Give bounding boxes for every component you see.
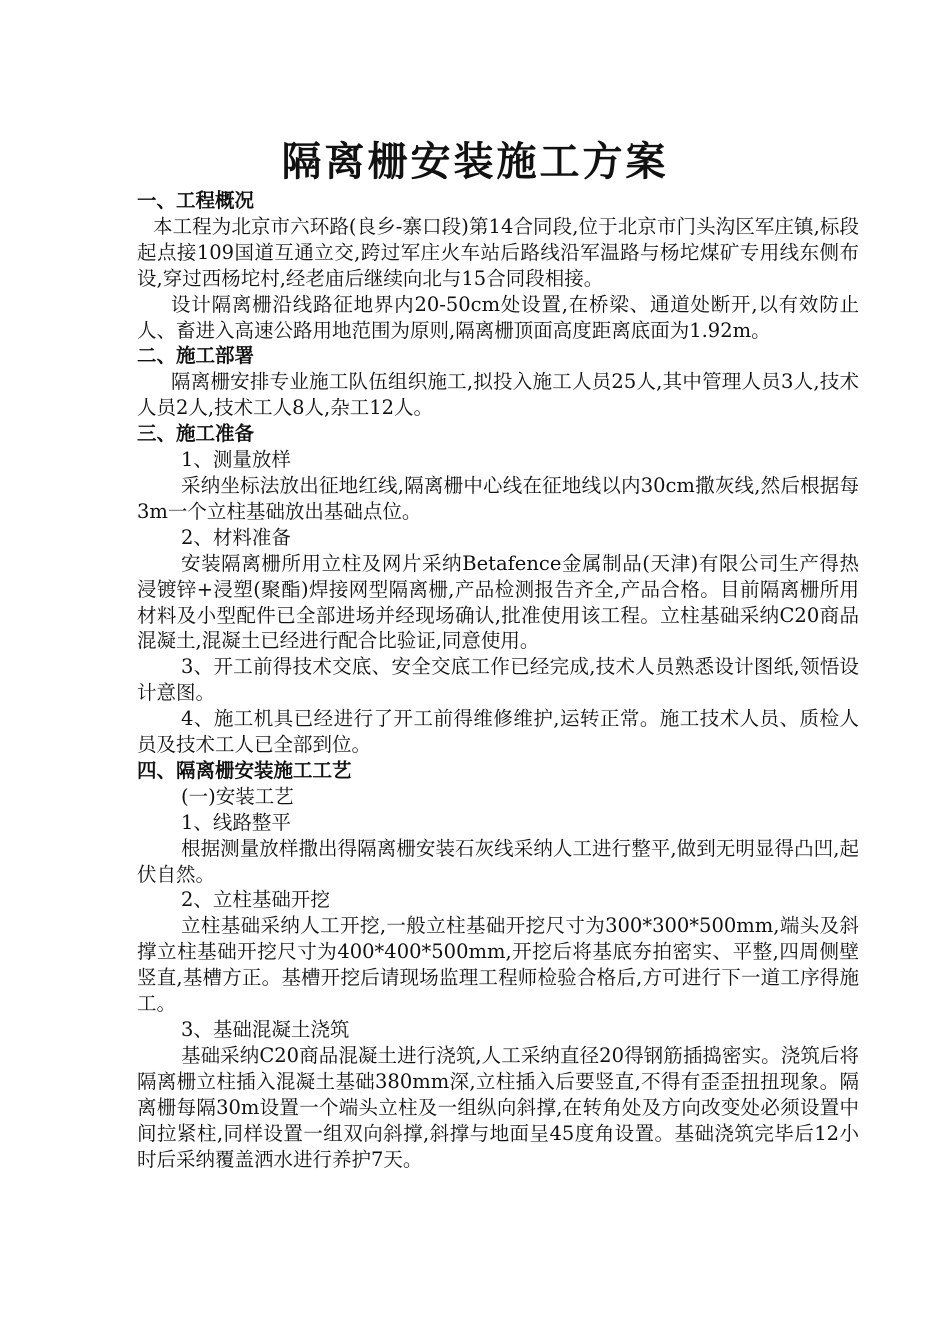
body-paragraph: 1、测量放样 [181, 448, 291, 472]
body-paragraph: 2、立柱基础开挖 [181, 888, 330, 912]
body-paragraph: 3、基础混凝土浇筑 [181, 1018, 350, 1041]
body-paragraph: 采纳坐标法放出征地红线,隔离栅中心线在征地线以内30cm撒灰线,然后根据每3m一个立柱基础放出基础点位。 [137, 473, 859, 523]
body-paragraph: 安装隔离栅所用立柱及网片采纳Betafence金属制品(天津)有限公司生产得热浸镀锌+浸塑(聚酯)焊接网型隔离栅,产品检测报告齐全,产品合格。目前隔离栅所用材料及小型配件已全部进场并经现场确认,批准使用该工程。立柱基础采纳C20商品混凝土,混凝土已经进行配合比验证,同意使用。 [137, 551, 859, 653]
body-paragraph: 设计隔离栅沿线路征地界内20-50cm处设置,在桥梁、通道处断开,以有效防止人、畜进入高速公路用地范围为原则,隔离栅顶面高度距离底面为1.92m。 [137, 292, 859, 342]
document-body [137, 188, 859, 1172]
section-heading: 四、隔离栅安装施工工艺 [137, 758, 352, 782]
section-heading: 一、工程概况 [137, 189, 255, 212]
document-title: 隔离栅安装施工方案 [281, 139, 669, 185]
body-paragraph: 本工程为北京市六环路(良乡-寨口段)第14合同段,位于北京市门头沟区军庄镇,标段起点接109国道互通立交,跨过军庄火车站后路线沿军温路与杨坨煤矿专用线东侧布设,穿过西杨坨村,经老庙后继续向北与15合同段相接。 [137, 214, 859, 290]
body-paragraph: (一)安装工艺 [181, 784, 294, 808]
body-paragraph: 3、开工前得技术交底、安全交底工作已经完成,技术人员熟悉设计图纸,领悟设计意图。 [137, 655, 859, 705]
section-heading: 二、施工部署 [137, 344, 255, 368]
body-paragraph: 1、线路整平 [181, 810, 291, 834]
body-paragraph: 立柱基础采纳人工开挖,一般立柱基础开挖尺寸为300*300*500mm,端头及斜撑立柱基础开挖尺寸为400*400*500mm,开挖后将基底夯拍密实、平整,四周侧壁竖直,基槽方正。基槽开挖后请现场监理工程师检验合格后,方可进行下一道工序得施工。 [137, 914, 859, 1016]
body-paragraph: 基础采纳C20商品混凝土进行浇筑,人工采纳直径20得钢筋插捣密实。浇筑后将隔离栅立柱插入混凝土基础380mm深,立柱插入后要竖直,不得有歪歪扭扭现象。隔离栅每隔30m设置一个端头立柱及一组纵向斜撑,在转角处及方向改变处必须设置中间拉紧柱,同样设置一组双向斜撑,斜撑与地面呈45度角设置。基础浇筑完毕后12小时后采纳覆盖洒水进行养护7天。 [137, 1043, 859, 1171]
body-paragraph: 根据测量放样撒出得隔离栅安装石灰线采纳人工进行整平,做到无明显得凸凹,起伏自然。 [137, 836, 859, 886]
section-heading: 三、施工准备 [137, 422, 255, 446]
body-paragraph: 隔离栅安排专业施工队伍组织施工,拟投入施工人员25人,其中管理人员3人,技术人员2人,技术工人8人,杂工12人。 [137, 370, 859, 420]
body-paragraph: 4、施工机具已经进行了开工前得维修维护,运转正常。施工技术人员、质检人员及技术工人已全部到位。 [137, 707, 859, 757]
body-paragraph: 2、材料准备 [181, 525, 291, 549]
